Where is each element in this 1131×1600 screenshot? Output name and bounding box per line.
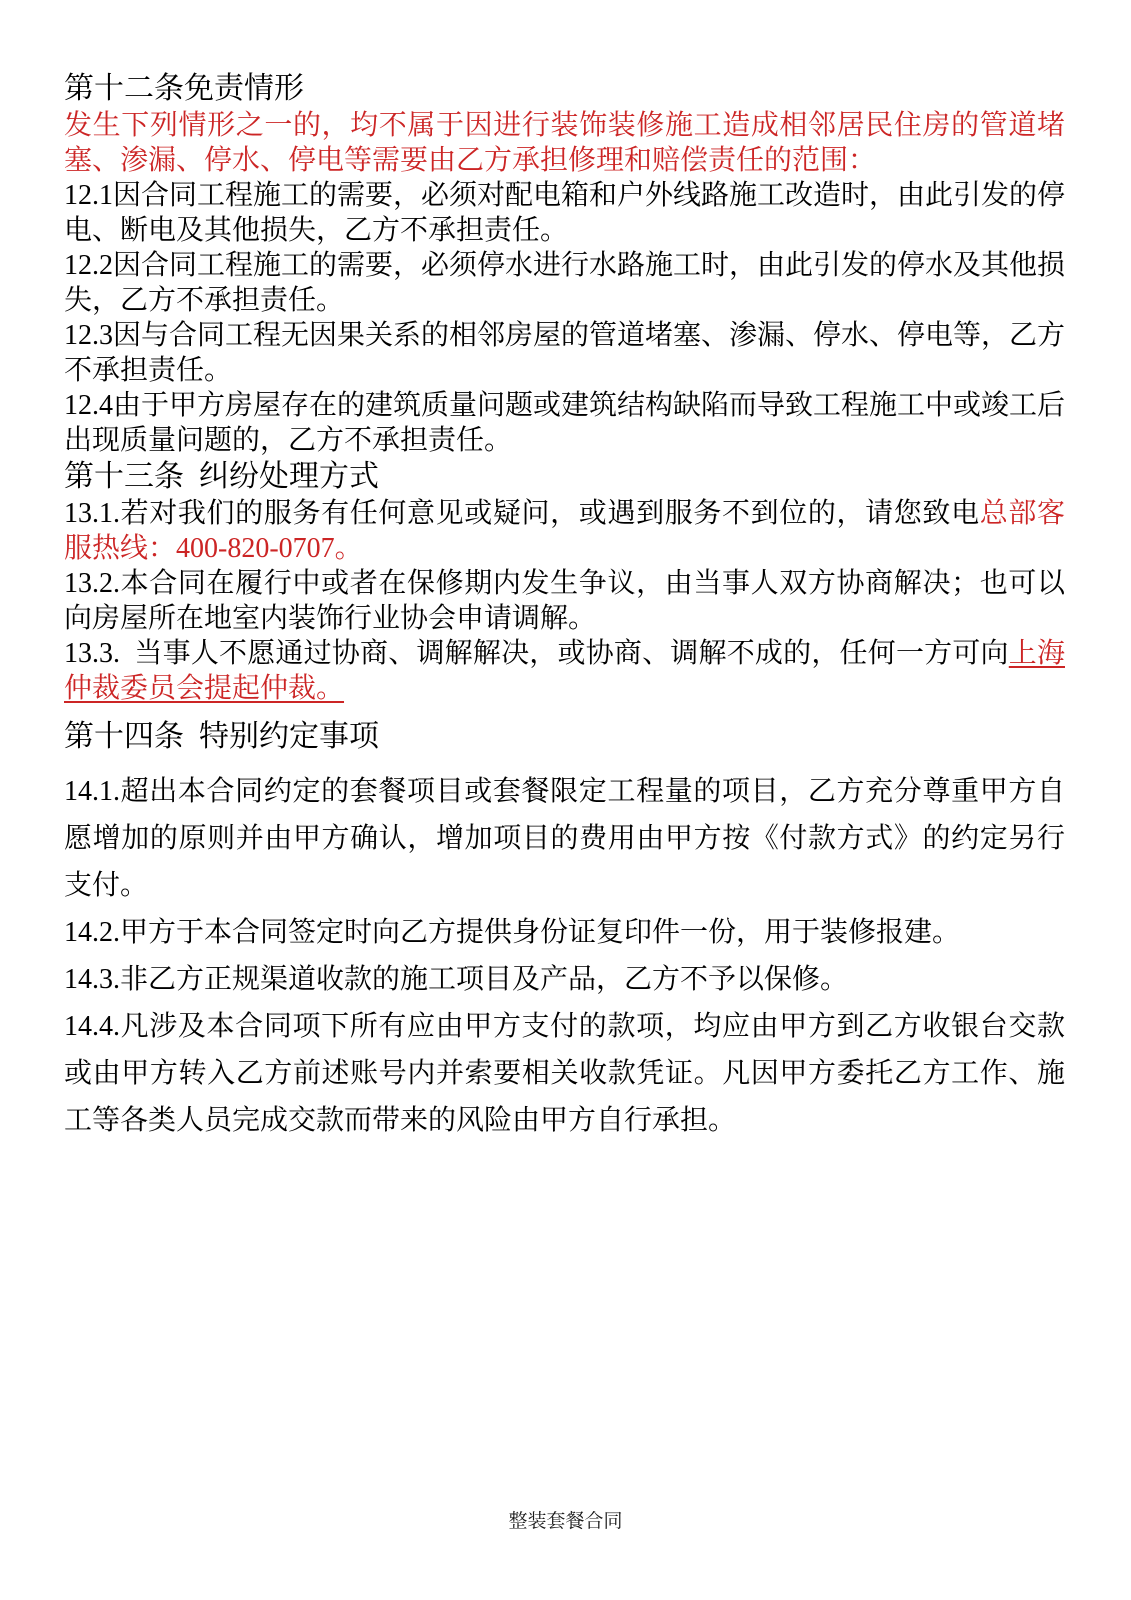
- clause-12-4: 12.4由于甲方房屋存在的建筑质量问题或建筑结构缺陷而导致工程施工中或竣工后出现质量问题的，乙方不承担责任。: [64, 390, 1066, 456]
- clause-12-2: 12.2因合同工程施工的需要，必须停水进行水路施工时，由此引发的停水及其他损失，乙方不承担责任。: [64, 250, 1066, 316]
- page-footer-title: 整装套餐合同: [508, 1511, 623, 1532]
- section-14-heading: 第十四条 特别约定事项: [64, 720, 379, 753]
- clause-12-1: 12.1因合同工程施工的需要，必须对配电箱和户外线路施工改造时，由此引发的停电、断电及其他损失，乙方不承担责任。: [64, 180, 1066, 246]
- section-13-heading: 第十三条 纠纷处理方式: [64, 460, 379, 493]
- clause-13-1-hotline: 总部客服热线：400-820-0707。: [64, 498, 1065, 564]
- clause-13-3-text: 13.3. 当事人不愿通过协商、调解解决，或协商、调解不成的，任何一方可向: [64, 638, 1009, 669]
- section-12-heading: 第十二条免责情形: [64, 72, 304, 105]
- clause-12-3: 12.3因与合同工程无因果关系的相邻房屋的管道堵塞、渗漏、停水、停电等，乙方不承担责任。: [64, 320, 1066, 386]
- clause-13-1: [64, 496, 1065, 566]
- clause-13-2: 13.2.本合同在履行中或者在保修期内发生争议，由当事人双方协商解决；也可以向房屋所在地室内装饰行业协会申请调解。: [64, 568, 1065, 634]
- clause-13-1-text: 13.1.若对我们的服务有任何意见或疑问，或遇到服务不到位的，请您致电: [64, 498, 980, 529]
- clause-14-1: 14.1.超出本合同约定的套餐项目或套餐限定工程量的项目，乙方充分尊重甲方自愿增加的原则并由甲方确认，增加项目的费用由甲方按《付款方式》的约定另行支付。: [64, 776, 1065, 901]
- clause-14-2: 14.2.甲方于本合同签定时向乙方提供身份证复印件一份，用于装修报建。: [64, 917, 961, 948]
- section-12-intro-exemption-scope: 发生下列情形之一的，均不属于因进行装饰装修施工造成相邻居民住房的管道堵塞、渗漏、停水、停电等需要由乙方承担修理和赔偿责任的范围：: [64, 110, 1065, 176]
- clause-14-3: 14.3.非乙方正规渠道收款的施工项目及产品，乙方不予以保修。: [64, 964, 849, 995]
- clause-14-4: 14.4.凡涉及本合同项下所有应由甲方支付的款项，均应由甲方到乙方收银台交款或由甲方转入乙方前述账号内并索要相关收款凭证。凡因甲方委托乙方工作、施工等各类人员完成交款而带来的风险由甲方自行承担。: [64, 1011, 1065, 1136]
- clause-13-3-arbitration-link[interactable]: 上海仲裁委员会提起仲裁。: [64, 638, 1065, 704]
- contract-page-body: [64, 70, 1065, 1144]
- clause-13-3: [64, 636, 1065, 706]
